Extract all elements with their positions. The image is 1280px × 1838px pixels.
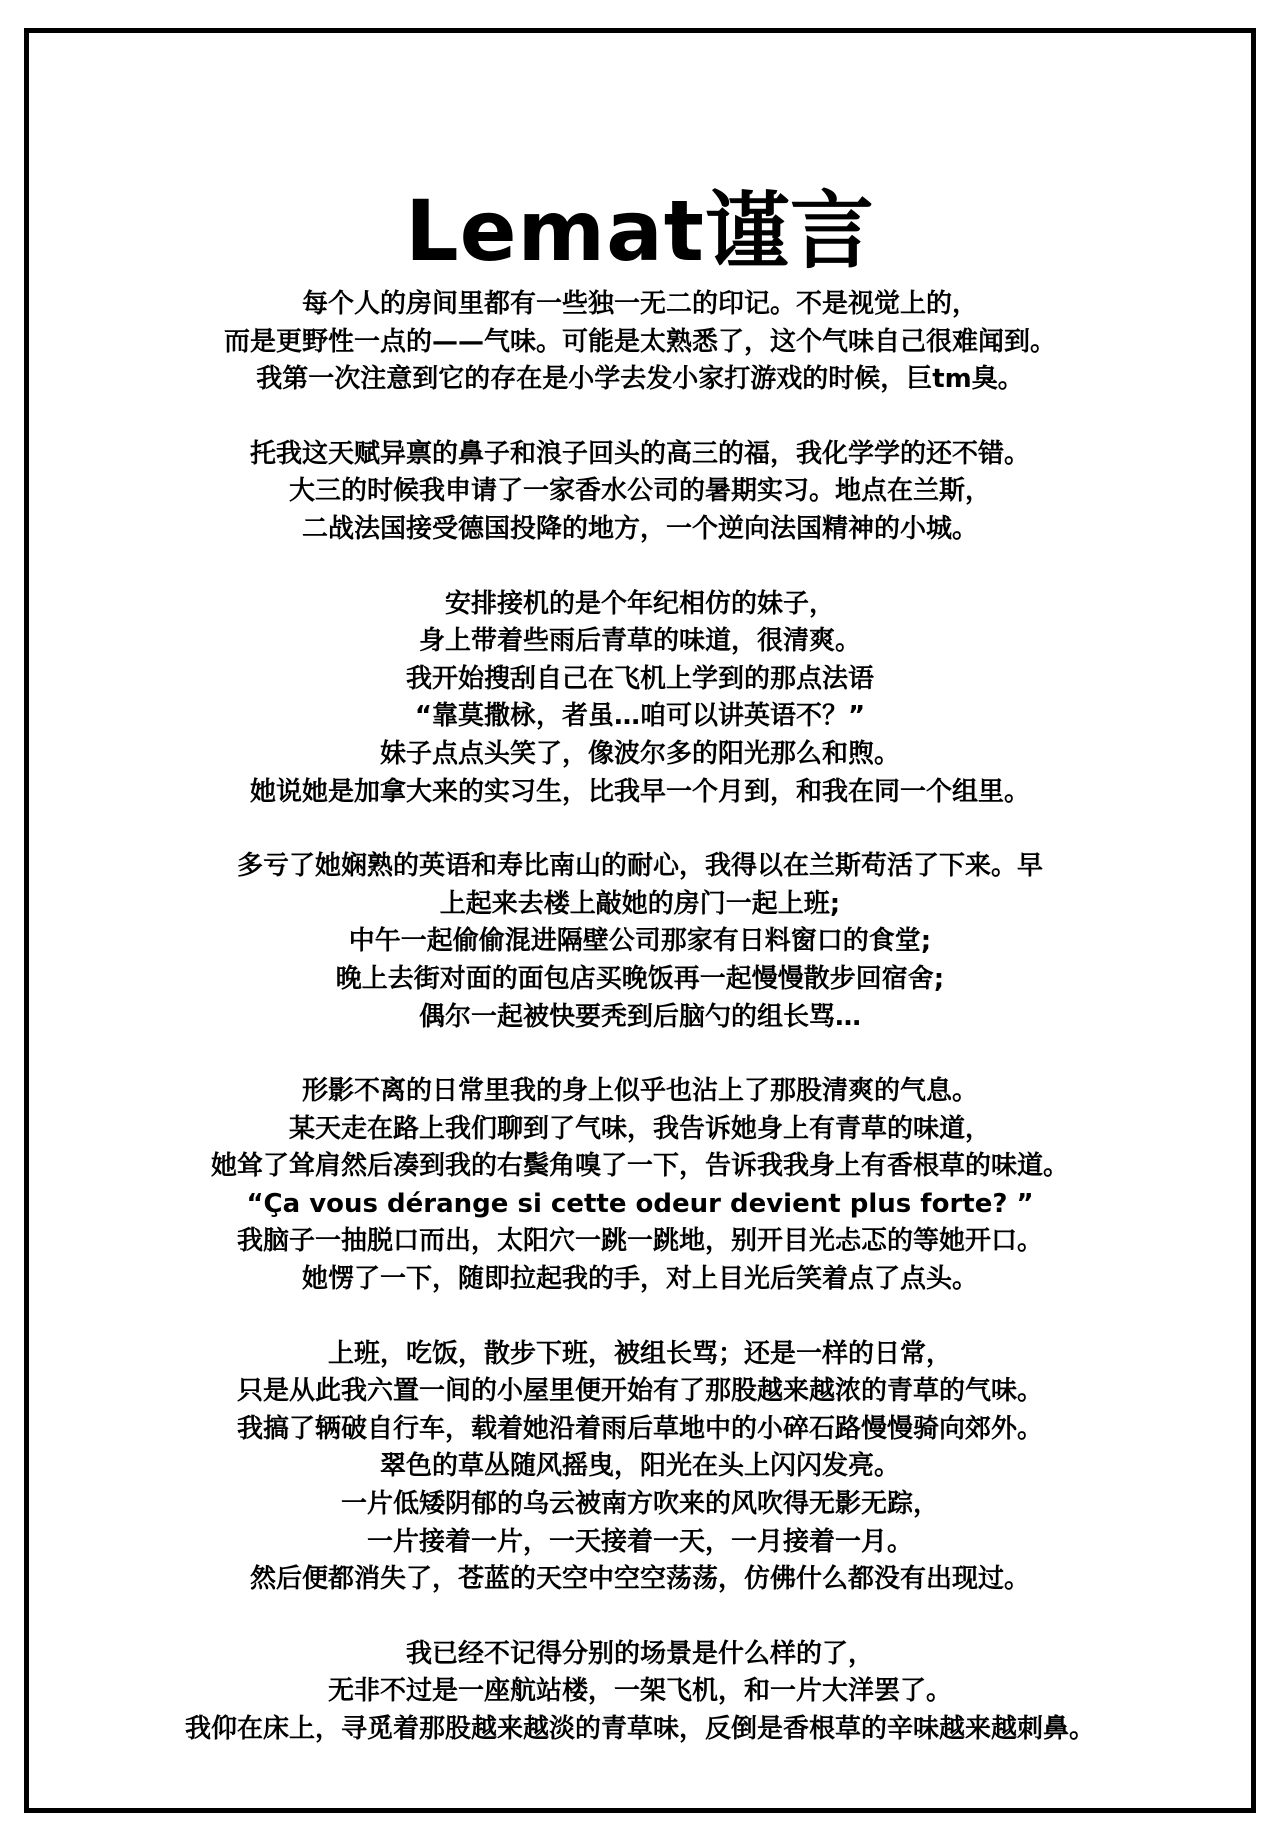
text-line: 一片低矮阴郁的乌云被南方吹来的风吹得无影无踪， xyxy=(340,1489,939,1520)
paragraph xyxy=(40,848,1240,1036)
text-line: 只是从此我六置一间的小屋里便开始有了那股越来越浓的青草的气味。 xyxy=(236,1376,1043,1407)
text-line: 安排接机的是个年纪相仿的妹子， xyxy=(444,588,835,619)
paragraph xyxy=(40,586,1240,812)
text-line: 托我这天赋异禀的鼻子和浪子回头的高三的福，我化学学的还不错。 xyxy=(249,438,1030,469)
text-line: 形影不离的日常里我的身上似乎也沾上了那股清爽的气息。 xyxy=(301,1076,978,1107)
article-body xyxy=(40,286,1240,1786)
text-line: 一片接着一片，一天接着一天，一月接着一月。 xyxy=(366,1526,913,1557)
paragraph xyxy=(40,1636,1240,1749)
text-line: “靠莫撒栐，者虽…咱可以讲英语不？” xyxy=(414,701,866,732)
text-line: 我已经不记得分别的场景是什么样的了， xyxy=(405,1638,874,1669)
text-line: 身上带着些雨后青草的味道，很清爽。 xyxy=(418,626,861,657)
text-line: 晚上去街对面的面包店买晚饭再一起慢慢散步回宿舍; xyxy=(335,963,945,994)
paragraph xyxy=(40,286,1240,399)
text-line: 每个人的房间里都有一些独一无二的印记。不是视觉上的， xyxy=(301,289,978,319)
paragraph xyxy=(40,1073,1240,1299)
text-line: 我搞了辆破自行车，载着她沿着雨后草地中的小碎石路慢慢骑向郊外。 xyxy=(236,1413,1043,1444)
text-line: 她耸了耸肩然后凑到我的右鬓角嗅了一下，告诉我我身上有香根草的味道。 xyxy=(210,1151,1069,1182)
text-line: 妹子点点头笑了，像波尔多的阳光那么和煦。 xyxy=(379,738,900,769)
text-line: 中午一起偷偷混进隔壁公司那家有日料窗口的食堂; xyxy=(348,926,932,957)
text-line: 她说她是加拿大来的实习生，比我早一个月到，和我在同一个组里。 xyxy=(249,776,1030,807)
text-line: 上起来去楼上敲她的房门一起上班; xyxy=(439,888,841,919)
paragraph xyxy=(40,436,1240,549)
text-line: 而是更野性一点的——气味。可能是太熟悉了，这个气味自己很难闻到。 xyxy=(223,326,1056,357)
text-line: 偶尔一起被快要秃到后脑勺的组长骂… xyxy=(418,1001,861,1032)
text-line: 我第一次注意到它的存在是小学去发小家打游戏的时候，巨tm臭。 xyxy=(256,364,1024,395)
text-line: 我开始搜刮自己在飞机上学到的那点法语 xyxy=(405,663,874,694)
text-line: 二战法国接受德国投降的地方，一个逆向法国精神的小城。 xyxy=(301,513,978,544)
page-title: Lemat谨言 xyxy=(405,182,875,281)
text-line: 上班，吃饭，散步下班，被组长骂；还是一样的日常， xyxy=(327,1338,952,1369)
text-line: 她愣了一下，随即拉起我的手，对上目光后笑着点了点头。 xyxy=(301,1264,978,1295)
text-line: 翠色的草丛随风摇曳，阳光在头上闪闪发亮。 xyxy=(379,1451,900,1482)
paragraph xyxy=(40,1336,1240,1599)
text-line: 我脑子一抽脱口而出，太阳穴一跳一跳地，别开目光忐忑的等她开口。 xyxy=(236,1226,1043,1257)
text-line: 无非不过是一座航站楼，一架飞机，和一片大洋罢了。 xyxy=(327,1676,952,1707)
text-line: “Ça vous dérange si cette odeur devient plus forte? ” xyxy=(246,1188,1034,1219)
text-line: 多亏了她娴熟的英语和寿比南山的耐心，我得以在兰斯苟活了下来。早 xyxy=(236,851,1043,882)
text-line: 然后便都消失了，苍蓝的天空中空空荡荡，仿佛什么都没有出现过。 xyxy=(249,1564,1030,1595)
text-line: 我仰在床上，寻觅着那股越来越淡的青草味，反倒是香根草的辛味越来越刺鼻。 xyxy=(184,1714,1095,1744)
text-line: 大三的时候我申请了一家香水公司的暑期实习。地点在兰斯， xyxy=(288,476,991,507)
text-line: 某天走在路上我们聊到了气味，我告诉她身上有青草的味道， xyxy=(288,1113,991,1144)
